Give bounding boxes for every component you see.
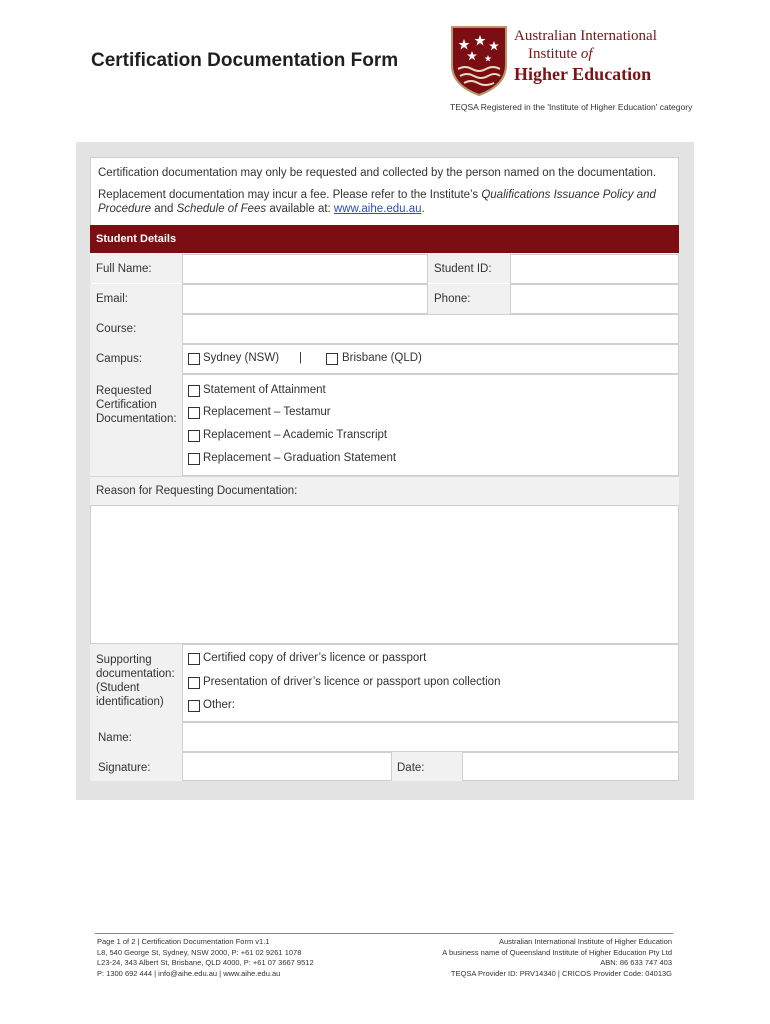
label-line: Supporting [96,654,152,666]
reason-label: Reason for Requesting Documentation: [96,485,298,497]
intro-text: . [421,203,425,215]
support-option-label: Certified copy of driver’s licence or passport [203,652,427,664]
email-field[interactable] [182,284,428,314]
intro-text: and [151,203,177,215]
intro-paragraph-1: Certification documentation may only be requested and collected by the person named on the documentation. [98,167,657,179]
doc-option-label: Statement of Attainment [203,384,326,396]
footer-line: L8, 540 George St, Sydney, NSW 2000, P: +61 02 9261 1078 [97,947,302,957]
brisbane-option-label: Brisbane (QLD) [342,352,422,364]
name-field[interactable] [182,722,679,752]
label-line: Certification [96,399,157,411]
phone-field[interactable] [510,284,679,314]
student-id-field[interactable] [510,254,679,284]
label-line: identification) [96,696,164,708]
label-line: Documentation: [96,413,177,425]
footer-line: Page 1 of 2 | Certification Documentation Form v1.1 [97,937,270,946]
student-id-label: Student ID: [434,263,492,275]
footer-right [442,937,672,979]
course-field[interactable] [182,314,679,344]
doc-option-label: Replacement – Academic Transcript [203,429,388,441]
logo-line-3: Higher Education [514,64,652,84]
intro-paragraph-2 [98,188,673,216]
label-line: (Student [96,682,140,694]
other-checkbox[interactable] [188,700,200,712]
logo-line-2-italic: of [580,46,593,62]
presentation-at-collection-checkbox[interactable] [188,677,200,689]
footer-line: P: 1300 692 444 | info@aihe.edu.au | www.aihe.edu.au [97,968,281,978]
section-title: Student Details [96,233,177,245]
footer-divider [95,933,673,934]
website-link[interactable]: www.aihe.edu.au [333,203,422,215]
campus-separator: | [299,352,302,364]
intro-text: available at: [266,203,334,215]
footer-line: L23-24, 343 Albert St, Brisbane, QLD 4000, P: +61 07 3667 9512 [97,958,314,967]
replacement-transcript-checkbox[interactable] [188,430,200,442]
date-field[interactable] [462,752,679,781]
campus-label: Campus: [96,353,143,365]
name-label: Name: [98,732,132,744]
institute-logo [450,25,693,115]
schedule-reference: Schedule of Fees [176,203,267,215]
section-header-bar [90,225,679,253]
support-option-label: Presentation of driver’s licence or passport upon collection [203,676,501,688]
support-option-label: Other: [203,699,235,711]
sydney-option-label: Sydney (NSW) [203,352,280,364]
label-line: Requested [96,385,152,397]
doc-option-label: Replacement – Testamur [203,406,331,418]
intro-text: Replacement documentation may incur a fee. Please refer to the Institute’s [98,189,482,201]
statement-of-attainment-checkbox[interactable] [188,385,200,397]
form-title: Certification Documentation Form [91,50,399,71]
footer-line: A business name of Queensland Institute of Higher Education Pty Ltd [442,947,672,957]
logo-line-2 [514,45,657,63]
date-label: Date: [397,762,425,774]
certified-copy-checkbox[interactable] [188,653,200,665]
label-line: documentation: [96,668,175,680]
divider [90,476,679,477]
replacement-testamur-checkbox[interactable] [188,407,200,419]
phone-label: Phone: [434,293,471,305]
full-name-field[interactable] [182,254,428,284]
requested-documentation-label [96,384,177,426]
logo-tagline: TEQSA Registered in the 'Institute of Higher Education' category [450,102,693,112]
supporting-documentation-label [96,653,175,709]
logo-line-1: Australian International [514,28,657,44]
signature-label: Signature: [98,762,151,774]
policy-reference: Qualifications Issuance Policy and Procedure [98,189,656,215]
footer-line: ABN: 86 633 747 403 [600,958,672,967]
footer-line: TEQSA Provider ID: PRV14340 | CRICOS Provider Code: 04013G [450,968,672,978]
full-name-label: Full Name: [96,263,152,275]
course-label: Course: [96,323,137,335]
signature-field[interactable] [182,752,392,781]
reason-textarea[interactable] [90,505,679,644]
email-label: Email: [96,293,128,305]
brisbane-checkbox[interactable] [326,353,338,365]
sydney-checkbox[interactable] [188,353,200,365]
logo-line-2-text: Institute [528,46,578,62]
shield-icon [450,25,508,97]
doc-option-label: Replacement – Graduation Statement [203,452,397,464]
logo-wordmark [514,27,657,85]
footer-left [97,937,314,979]
replacement-graduation-statement-checkbox[interactable] [188,453,200,465]
footer-line: Australian International Institute of Higher Education [498,937,672,946]
